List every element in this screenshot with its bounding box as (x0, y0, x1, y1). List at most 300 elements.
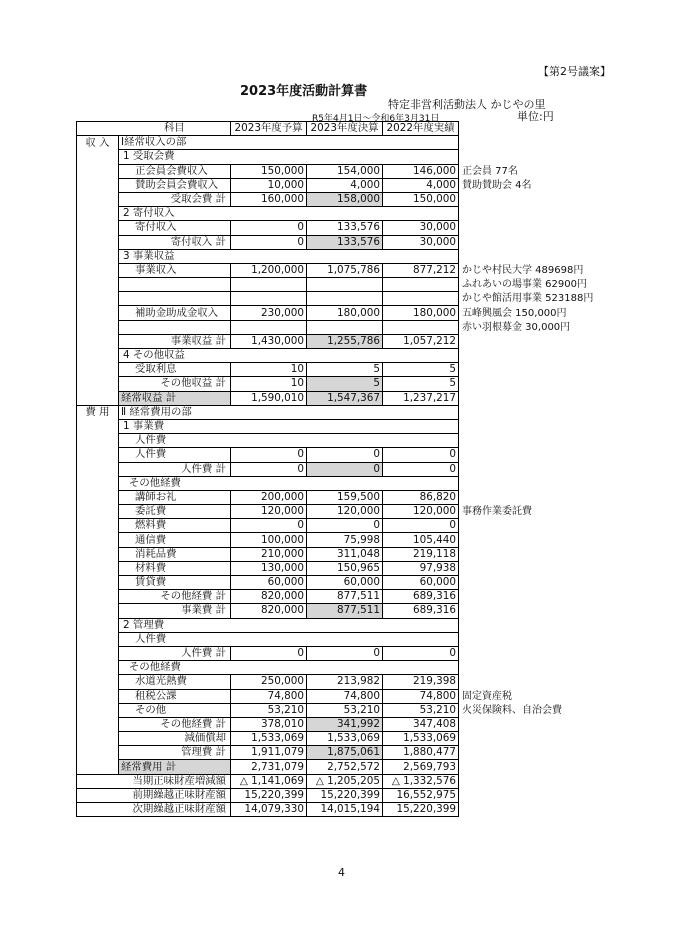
note-text (459, 334, 599, 348)
note-text (459, 561, 599, 575)
table-row (77, 278, 599, 292)
actual-value: 341,992 (307, 717, 383, 731)
prev-value: 1,880,477 (383, 746, 459, 760)
row-label: 賃貸費 (119, 576, 231, 590)
table-row (77, 689, 599, 703)
budget-value: 15,220,399 (231, 788, 307, 802)
actual-value: 180,000 (307, 306, 383, 320)
actual-value: 15,220,399 (307, 788, 383, 802)
row-label: 寄付収入 (119, 221, 231, 235)
note-cell (459, 150, 599, 164)
section-cell (77, 689, 119, 703)
budget-value: 0 (231, 221, 307, 235)
section-cell (77, 717, 119, 731)
note-text (459, 533, 599, 547)
table-row (77, 717, 599, 731)
table-row (77, 292, 599, 306)
row-label: 1 事業費 (119, 419, 459, 433)
prev-value: 15,220,399 (383, 803, 459, 817)
section-cell (77, 760, 119, 774)
table-row (77, 760, 599, 774)
budget-value (231, 292, 307, 306)
budget-value: 150,000 (231, 164, 307, 178)
note-cell (459, 249, 599, 263)
actual-value: 60,000 (307, 576, 383, 590)
section-cell (77, 703, 119, 717)
table-row (77, 803, 599, 817)
table-row (77, 703, 599, 717)
row-label: 租税公課 (119, 689, 231, 703)
table-row (77, 462, 599, 476)
row-label: 賛助会員会費収入 (119, 178, 231, 192)
prev-value: 1,237,217 (383, 391, 459, 405)
section-cell (77, 462, 119, 476)
note-cell (459, 434, 599, 448)
section-cell (77, 434, 119, 448)
row-label: 1 受取会費 (119, 150, 459, 164)
section-cell (77, 661, 119, 675)
actual-value: 4,000 (307, 178, 383, 192)
actual-value: 133,576 (307, 235, 383, 249)
section-cell (77, 334, 119, 348)
budget-value: 10 (231, 363, 307, 377)
organization-name: 特定非営利活動法人 かじやの里 (388, 98, 546, 111)
actual-value: 150,965 (307, 561, 383, 575)
note-text (459, 192, 599, 206)
section-cell (77, 419, 119, 433)
actual-value: 1,255,786 (307, 334, 383, 348)
page-number: 4 (338, 866, 345, 879)
section-cell (77, 150, 119, 164)
section-cell (77, 377, 119, 391)
section-cell (77, 646, 119, 660)
note-cell (459, 405, 599, 419)
row-label: 事業費 計 (119, 604, 231, 618)
row-label: 寄付収入 計 (119, 235, 231, 249)
note-text: ふれあいの場事業 62900円 (462, 279, 587, 291)
note-text (459, 760, 599, 774)
budget-value: △ 1,141,069 (231, 774, 307, 788)
table-row (77, 235, 599, 249)
section-cell (77, 207, 119, 221)
row-label: 補助金助成金収入 (119, 306, 231, 320)
section-cell (77, 192, 119, 206)
prev-value: 0 (383, 519, 459, 533)
row-label: Ⅱ 経常費用の部 (119, 405, 459, 419)
prev-value: 1,533,069 (383, 732, 459, 746)
summary-label: 次期繰越正味財産額 (77, 803, 231, 817)
table-row (77, 136, 599, 150)
row-label: 材料費 (119, 561, 231, 575)
table-row (77, 391, 599, 405)
row-label: その他経費 (119, 661, 459, 675)
prev-value: 97,938 (383, 561, 459, 575)
table-row (77, 150, 599, 164)
prev-value: 689,316 (383, 604, 459, 618)
note-text (459, 604, 599, 618)
budget-value (231, 320, 307, 334)
note-text: 固定資産税 (462, 690, 512, 702)
actual-value: 1,547,367 (307, 391, 383, 405)
actual-value: 53,210 (307, 703, 383, 717)
section-expense: 費 用 (77, 405, 119, 419)
column-header-budget: 2023年度予算 (231, 122, 307, 136)
note-text (459, 235, 599, 249)
note-text (459, 547, 599, 561)
note-cell (459, 618, 599, 632)
section-cell (77, 263, 119, 277)
note-text (459, 646, 599, 660)
section-cell (77, 476, 119, 490)
budget-value: 200,000 (231, 490, 307, 504)
budget-value: 1,430,000 (231, 334, 307, 348)
table-row (77, 547, 599, 561)
note-text (459, 490, 599, 504)
table-row (77, 675, 599, 689)
section-cell (77, 363, 119, 377)
actual-value: 154,000 (307, 164, 383, 178)
actual-value: 0 (307, 646, 383, 660)
row-label: 事業収入 (119, 263, 231, 277)
row-label: 経常収益 計 (119, 391, 231, 405)
section-cell (77, 732, 119, 746)
budget-value: 100,000 (231, 533, 307, 547)
table-row (77, 320, 599, 334)
table-row (77, 363, 599, 377)
row-label (119, 320, 231, 334)
section-cell (77, 221, 119, 235)
table-row (77, 661, 599, 675)
row-label: 2 寄付収入 (119, 207, 459, 221)
section-cell (77, 278, 119, 292)
prev-value: △ 1,332,576 (383, 774, 459, 788)
note-text (459, 576, 599, 590)
budget-value: 10,000 (231, 178, 307, 192)
budget-value: 210,000 (231, 547, 307, 561)
budget-value: 53,210 (231, 703, 307, 717)
section-income: 収 入 (77, 136, 119, 150)
note-text: 火災保険料、自治会費 (462, 704, 562, 716)
actual-value: 1,075,786 (307, 263, 383, 277)
actual-value: 0 (307, 448, 383, 462)
section-cell (77, 604, 119, 618)
row-label: 人件費 計 (119, 462, 231, 476)
prev-value: 120,000 (383, 505, 459, 519)
row-label: 正会員会費収入 (119, 164, 231, 178)
section-cell (77, 746, 119, 760)
row-label (119, 278, 231, 292)
actual-value: 5 (307, 363, 383, 377)
actual-value: 75,998 (307, 533, 383, 547)
section-cell (77, 632, 119, 646)
row-label: 2 管理費 (119, 618, 459, 632)
prev-value: 1,057,212 (383, 334, 459, 348)
note-text: 事務作業委託費 (462, 506, 532, 518)
row-label: 講師お礼 (119, 490, 231, 504)
budget-value: 14,079,330 (231, 803, 307, 817)
prev-value: 53,210 (383, 703, 459, 717)
section-cell (77, 505, 119, 519)
section-cell (77, 235, 119, 249)
table-row (77, 561, 599, 575)
row-label: 管理費 計 (119, 746, 231, 760)
actual-value: 74,800 (307, 689, 383, 703)
row-label: その他経費 計 (119, 590, 231, 604)
budget-value: 160,000 (231, 192, 307, 206)
table-row (77, 646, 599, 660)
actual-value: △ 1,205,205 (307, 774, 383, 788)
budget-value: 74,800 (231, 689, 307, 703)
budget-value: 0 (231, 235, 307, 249)
note-text: かじや村民大学 489698円 (462, 264, 584, 276)
actual-value: 159,500 (307, 490, 383, 504)
table-row (77, 249, 599, 263)
note-cell (459, 207, 599, 221)
table-row (77, 349, 599, 363)
row-label (119, 292, 231, 306)
budget-value: 820,000 (231, 590, 307, 604)
prev-value: 347,408 (383, 717, 459, 731)
note-cell (459, 476, 599, 490)
prev-value: 146,000 (383, 164, 459, 178)
actual-value: 14,015,194 (307, 803, 383, 817)
row-label: その他収益 計 (119, 377, 231, 391)
prev-value (383, 292, 459, 306)
budget-value: 10 (231, 377, 307, 391)
note-text (459, 462, 599, 476)
section-cell (77, 306, 119, 320)
prev-value: 2,569,793 (383, 760, 459, 774)
page-title: 2023年度活動計算書 (240, 84, 368, 99)
section-cell (77, 561, 119, 575)
section-cell (77, 675, 119, 689)
section-cell (77, 448, 119, 462)
table-row (77, 519, 599, 533)
table-row (77, 448, 599, 462)
budget-value: 820,000 (231, 604, 307, 618)
table-row (77, 576, 599, 590)
budget-value: 0 (231, 519, 307, 533)
header-blank-cell (77, 122, 119, 136)
budget-value: 230,000 (231, 306, 307, 320)
table-row (77, 618, 599, 632)
row-label: 人件費 (119, 434, 459, 448)
prev-value (383, 278, 459, 292)
row-label: 通信費 (119, 533, 231, 547)
row-label: 消耗品費 (119, 547, 231, 561)
row-label: 経常費用 計 (119, 760, 231, 774)
prev-value: 60,000 (383, 576, 459, 590)
prev-value: 30,000 (383, 221, 459, 235)
actual-value: 311,048 (307, 547, 383, 561)
note-text (459, 746, 599, 760)
agenda-label: 【第2号議案】 (538, 65, 611, 78)
table-row (77, 164, 599, 178)
budget-value: 0 (231, 448, 307, 462)
table-row (77, 590, 599, 604)
section-cell (77, 249, 119, 263)
column-header-item: 科目 (119, 122, 231, 136)
note-cell (459, 136, 599, 150)
row-label: 人件費 (119, 632, 459, 646)
prev-value: 86,820 (383, 490, 459, 504)
table-row (77, 334, 599, 348)
prev-value: 689,316 (383, 590, 459, 604)
section-cell (77, 391, 119, 405)
actual-value: 0 (307, 462, 383, 476)
table-row (77, 434, 599, 448)
section-cell (77, 519, 119, 533)
row-label: 4 その他収益 (119, 349, 459, 363)
prev-value: 4,000 (383, 178, 459, 192)
section-cell (77, 547, 119, 561)
note-cell (459, 803, 599, 817)
row-label: その他 (119, 703, 231, 717)
row-label: Ⅰ経常収入の部 (119, 136, 459, 150)
section-cell (77, 533, 119, 547)
summary-label: 前期繰越正味財産額 (77, 788, 231, 802)
row-label: その他経費 (119, 476, 459, 490)
budget-value: 120,000 (231, 505, 307, 519)
table-row (77, 122, 599, 136)
note-text (459, 391, 599, 405)
table-row (77, 192, 599, 206)
note-text: かじや館活用事業 523188円 (462, 293, 594, 305)
table-row (77, 604, 599, 618)
budget-value: 0 (231, 462, 307, 476)
actual-value (307, 320, 383, 334)
prev-value: 150,000 (383, 192, 459, 206)
column-header-prev: 2022年度実績 (383, 122, 459, 136)
row-label: 人件費 (119, 448, 231, 462)
budget-value: 60,000 (231, 576, 307, 590)
actual-value: 877,511 (307, 590, 383, 604)
table-row (77, 746, 599, 760)
section-cell (77, 292, 119, 306)
prev-value: 5 (383, 377, 459, 391)
budget-value: 130,000 (231, 561, 307, 575)
note-text (459, 519, 599, 533)
table-row (77, 405, 599, 419)
row-label: 受取利息 (119, 363, 231, 377)
table-row (77, 178, 599, 192)
note-text (459, 448, 599, 462)
note-text (459, 377, 599, 391)
table-row (77, 377, 599, 391)
row-label: その他経費 計 (119, 717, 231, 731)
note-cell (459, 349, 599, 363)
prev-value: 0 (383, 646, 459, 660)
budget-value: 378,010 (231, 717, 307, 731)
budget-value: 250,000 (231, 675, 307, 689)
actual-value: 5 (307, 377, 383, 391)
note-cell (459, 632, 599, 646)
section-cell (77, 490, 119, 504)
table-row (77, 263, 599, 277)
note-cell (459, 661, 599, 675)
prev-value: 0 (383, 462, 459, 476)
note-text: 赤い羽根募金 30,000円 (462, 321, 571, 333)
table-row (77, 490, 599, 504)
actual-value: 213,982 (307, 675, 383, 689)
table-row (77, 788, 599, 802)
actual-value: 0 (307, 519, 383, 533)
note-text: 賛助賛助会 4名 (462, 179, 532, 191)
prev-value: 219,398 (383, 675, 459, 689)
table-row (77, 632, 599, 646)
table-row (77, 207, 599, 221)
section-cell (77, 576, 119, 590)
prev-value: 74,800 (383, 689, 459, 703)
note-text (459, 675, 599, 689)
table-row (77, 505, 599, 519)
table-row (77, 306, 599, 320)
budget-value: 1,590,010 (231, 391, 307, 405)
row-label: 水道光熱費 (119, 675, 231, 689)
currency-unit: 単位:円 (517, 110, 554, 123)
row-label: 委託費 (119, 505, 231, 519)
row-label: 受取会費 計 (119, 192, 231, 206)
actual-value: 133,576 (307, 221, 383, 235)
prev-value: 180,000 (383, 306, 459, 320)
section-cell (77, 320, 119, 334)
prev-value: 16,552,975 (383, 788, 459, 802)
actual-value: 158,000 (307, 192, 383, 206)
budget-value: 1,200,000 (231, 263, 307, 277)
prev-value: 0 (383, 448, 459, 462)
budget-value: 1,911,079 (231, 746, 307, 760)
actual-value (307, 292, 383, 306)
table-row (77, 221, 599, 235)
section-cell (77, 349, 119, 363)
note-text (459, 732, 599, 746)
column-header-actual: 2023年度決算 (307, 122, 383, 136)
summary-label: 当期正味財産増減額 (77, 774, 231, 788)
row-label: 燃料費 (119, 519, 231, 533)
note-text: 正会員 77名 (462, 165, 518, 177)
table-row (77, 732, 599, 746)
fiscal-period: R5年4月1日～令和6年3月31日 (312, 114, 440, 124)
note-text (459, 717, 599, 731)
activity-statement-table (76, 121, 599, 817)
budget-value: 2,731,079 (231, 760, 307, 774)
table-row (77, 774, 599, 788)
prev-value: 5 (383, 363, 459, 377)
actual-value: 1,533,069 (307, 732, 383, 746)
table-row (77, 476, 599, 490)
table-row (77, 533, 599, 547)
budget-value: 1,533,069 (231, 732, 307, 746)
section-cell (77, 178, 119, 192)
row-label: 3 事業収益 (119, 249, 459, 263)
budget-value: 0 (231, 646, 307, 660)
prev-value: 105,440 (383, 533, 459, 547)
budget-value (231, 278, 307, 292)
table-row (77, 419, 599, 433)
header-note-cell (459, 122, 599, 136)
prev-value: 219,118 (383, 547, 459, 561)
note-text (459, 590, 599, 604)
actual-value: 877,511 (307, 604, 383, 618)
note-text (459, 221, 599, 235)
note-text: 五峰興風会 150,000円 (462, 307, 567, 319)
section-cell (77, 164, 119, 178)
note-text (459, 363, 599, 377)
prev-value: 30,000 (383, 235, 459, 249)
note-cell (459, 788, 599, 802)
note-cell (459, 419, 599, 433)
note-cell (459, 774, 599, 788)
